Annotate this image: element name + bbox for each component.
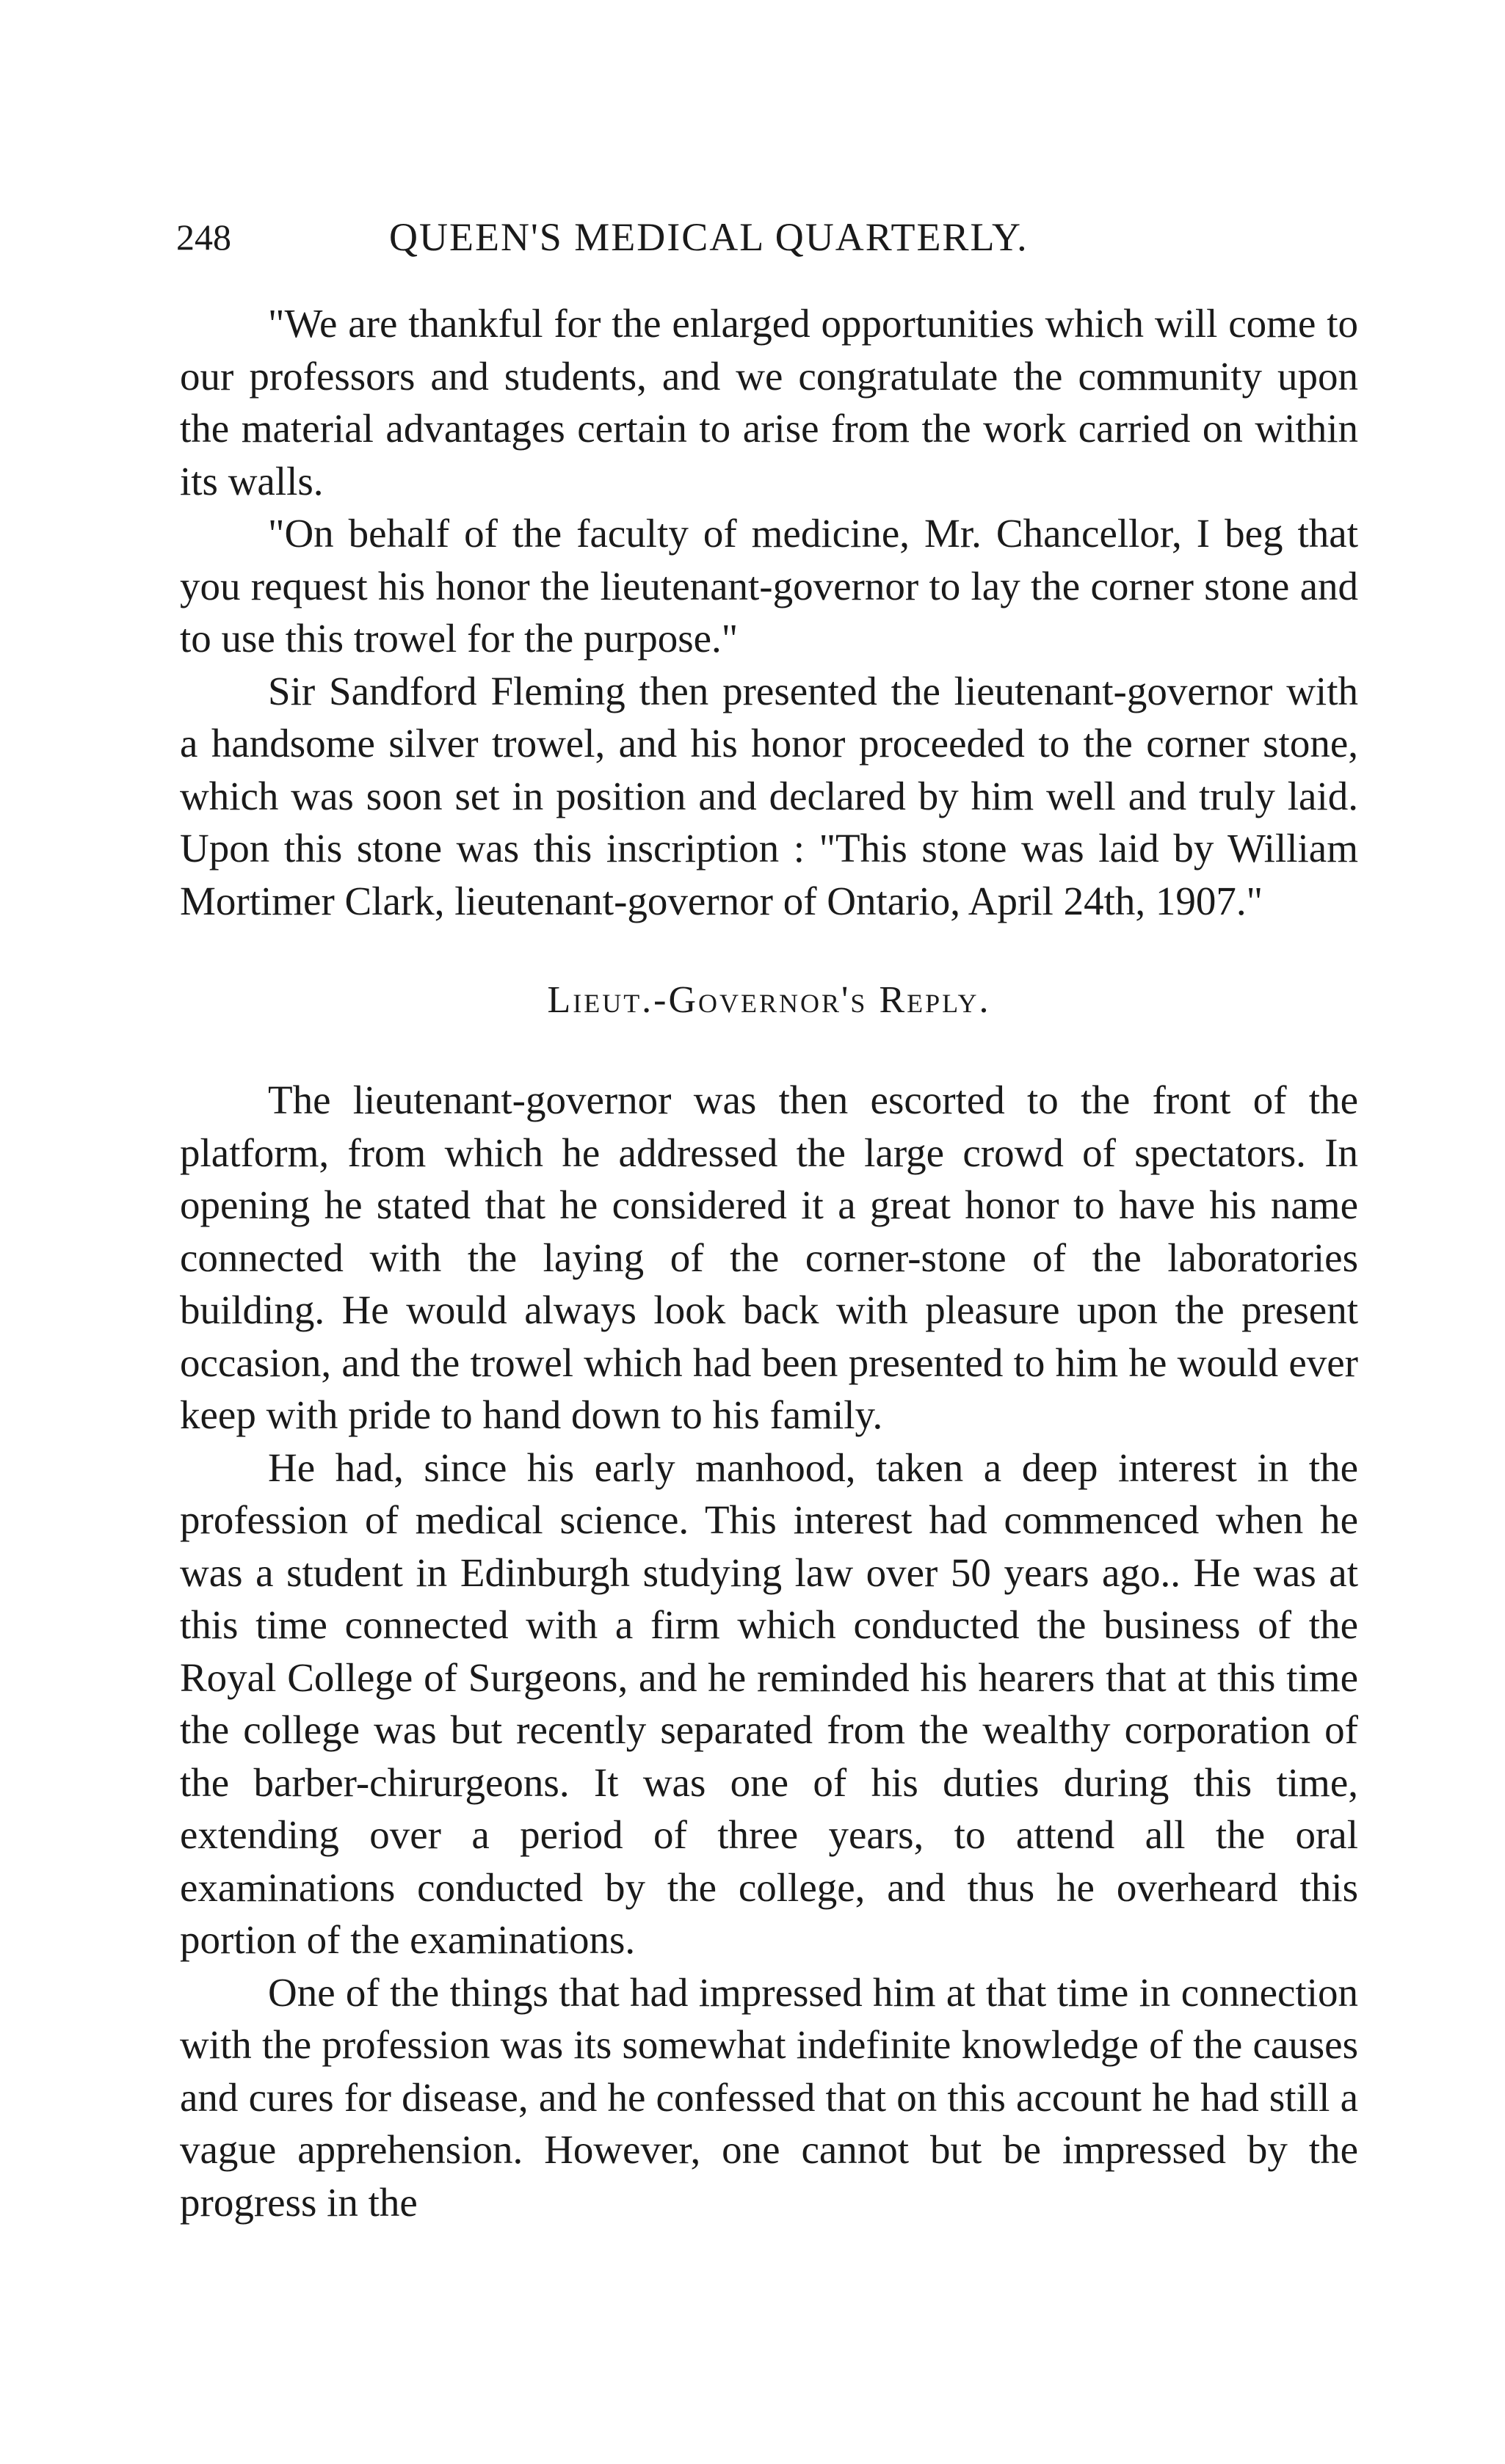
article-body: [180, 297, 1358, 2228]
paragraph: One of the things that had impressed him at that time in connection with the profession was its somewhat indefinite knowledge of the causes and cures for disease, and he confessed that on this account he had still a vague apprehension. However, one cannot but be impressed by the progress in the: [180, 1969, 1358, 2225]
paragraph: "On behalf of the faculty of medicine, Mr. Chancellor, I beg that you request his honor the lieutenant-governor to lay the corner stone and to use this trowel for the purpose.": [180, 511, 1358, 661]
paragraph: The lieutenant-governor was then escorted to the front of the platform, from which he addressed the large crowd of spectators. In opening he stated that he considered it a great honor to have his name connected with the laying of the corner-stone of the laboratories building. He would always look back with pleasure upon the present occasion, and the trowel which had been presented to him he would ever keep with pride to hand down to his family.: [180, 1077, 1358, 1437]
section-heading: Lieut.-Governor's Reply.: [547, 979, 991, 1021]
page-number: 248: [176, 217, 231, 258]
paragraph: "We are thankful for the enlarged opportunities which will come to our professors and students, and we congratulate the community upon the material advantages certain to arise from the work carried on within its walls.: [180, 301, 1358, 504]
running-head: [176, 211, 1358, 263]
journal-title: QUEEN'S MEDICAL QUARTERLY.: [389, 215, 1029, 259]
paragraph: He had, since his early manhood, taken a deep interest in the profession of medical science. This interest had commenced when he was a student in Edinburgh studying law over 50 years ago.. He was at this time connected with a firm which conducted the business of the Royal College of Surgeons, and he reminded his hearers that at this time the college was but recently separated from the wealthy corporation of the barber-chirurgeons. It was one of his duties during this time, extending over a period of three years, to attend all the oral examinations conducted by the college, and thus he overheard this portion of the examinations.: [180, 1444, 1358, 1962]
paragraph: Sir Sandford Fleming then presented the lieutenant-governor with a handsome silver trowel, and his honor proceeded to the corner stone, which was soon set in position and declared by him well and truly laid. Upon this stone was this inscription : "This stone was laid by William Mortimer Clark, lieutenant-governor of Ontario, April 24th, 1907.": [180, 668, 1358, 923]
